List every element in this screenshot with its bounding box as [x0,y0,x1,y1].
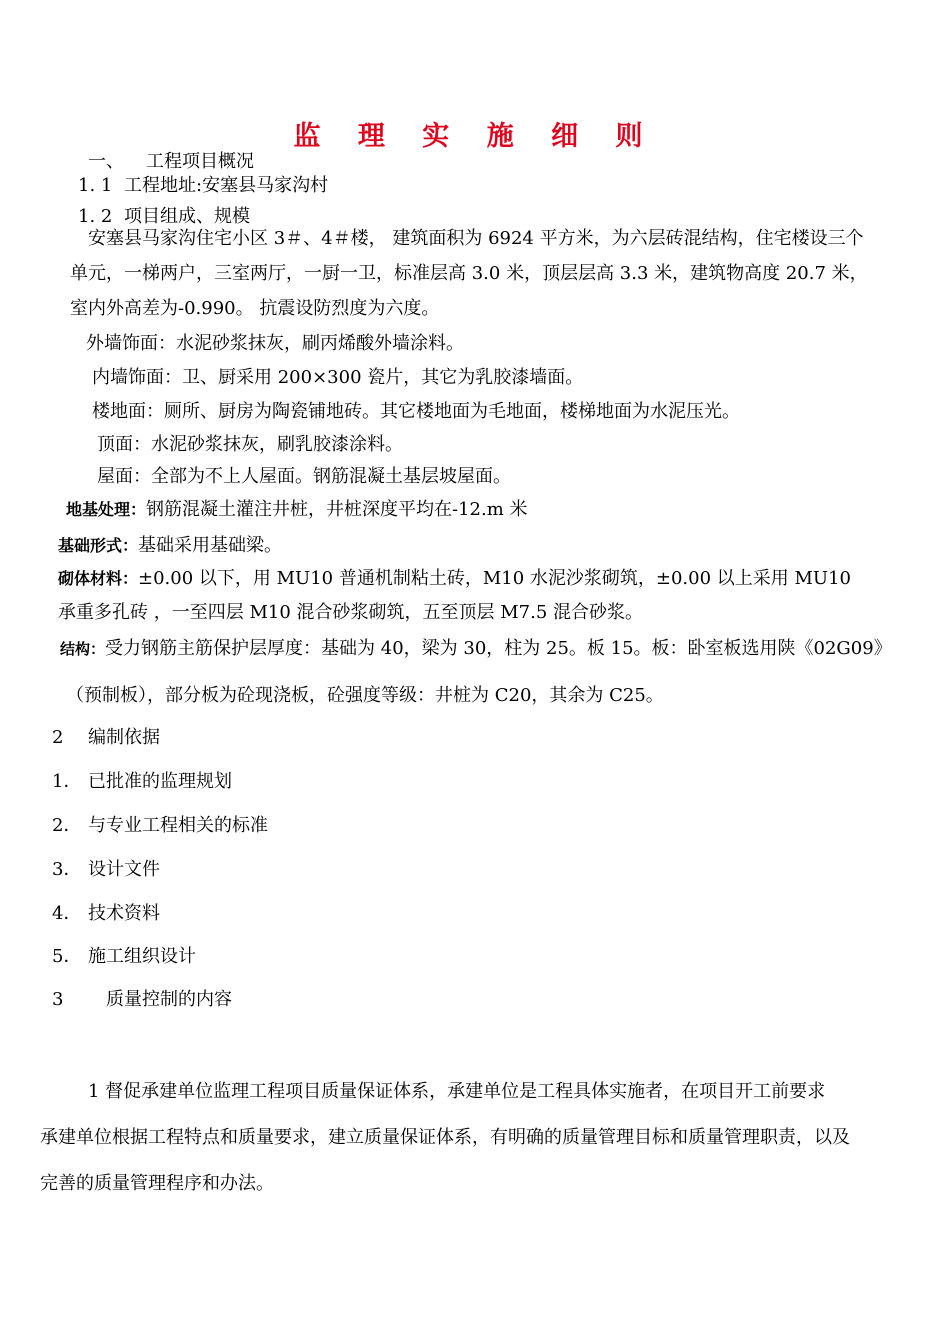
foundation-form-label: 基础形式： [58,536,139,555]
section-2-heading: 编制依据 [88,727,160,748]
quality-line-2: 承建单位根据工程特点和质量要求，建立质量保证体系，有明确的质量管理目标和质量管理职责，以及 [40,1127,850,1148]
basis-item-1-number: 1． [52,771,82,792]
basis-item-2-number: 2． [52,815,82,836]
structure-label: 结构： [60,640,106,658]
section-3-number: 3 [52,989,64,1010]
basis-item-2-text: 与专业工程相关的标准 [88,815,268,836]
basis-item-1-text: 已批准的监理规划 [88,771,232,792]
quality-line-1: 1 督促承建单位监理工程项目质量保证体系，承建单位是工程具体实施者，在项目开工前要求 [88,1081,826,1102]
foundation-treatment-label: 地基处理： [66,500,147,519]
basis-item-4-number: 4． [52,903,82,924]
finish-exterior-wall: 外墙饰面：水泥砂浆抹灰，刷丙烯酸外墙涂料。 [86,333,464,354]
item-1-1-number: 1. 1 [78,175,113,196]
overview-line-3: 室内外高差为-0.990。 抗震设防烈度为六度。 [70,298,440,319]
item-1-1-text: 工程地址:安塞县马家沟村 [124,175,329,196]
structure-text-1: 受力钢筋主筋保护层厚度：基础为 40，梁为 30，柱为 25。板 15。板：卧室板选用陕《02G09》 [105,638,892,659]
section-1-heading: 工程项目概况 [146,151,254,172]
section-1-number: 一、 [88,151,124,172]
masonry-text-1: ±0.00 以下，用 MU10 普通机制粘土砖，M10 水泥沙浆砌筑，±0.00 以上采用 MU10 [138,568,852,589]
item-1-2-text: 项目组成、规模 [124,206,250,227]
overview-line-2: 单元，一梯两户，三室两厅，一厨一卫，标准层高 3.0 米，顶层层高 3.3 米，建筑物高度 20.7 米， [70,263,868,284]
finish-interior-wall: 内墙饰面：卫、厨采用 200×300 瓷片，其它为乳胶漆墙面。 [92,367,584,388]
finish-roof: 屋面：全部为不上人屋面。钢筋混凝土基层坡屋面。 [97,466,511,487]
basis-item-3-number: 3． [52,859,82,880]
foundation-treatment-text: 钢筋混凝土灌注井桩，井桩深度平均在-12.m 米 [146,499,528,520]
foundation-form-text: 基础采用基础梁。 [138,535,283,556]
item-1-2-number: 1. 2 [78,206,113,227]
section-3-heading: 质量控制的内容 [106,989,232,1010]
document-title: 监 理 实 施 细 则 [293,121,657,152]
structure-text-2: （预制板），部分板为砼现浇板，砼强度等级：井桩为 C20，其余为 C25。 [66,685,664,706]
overview-line-1: 安塞县马家沟住宅小区 3＃、4＃楼， 建筑面积为 6924 平方米，为六层砖混结构，住宅楼设三个 [88,228,864,249]
basis-item-3-text: 设计文件 [88,859,160,880]
finish-floor: 楼地面：厕所、厨房为陶瓷铺地砖。其它楼地面为毛地面，楼梯地面为水泥压光。 [92,401,740,422]
masonry-label: 砌体材料： [58,569,139,588]
finish-ceiling: 顶面：水泥砂浆抹灰，刷乳胶漆涂料。 [97,434,403,455]
basis-item-4-text: 技术资料 [88,903,160,924]
section-2-number: 2 [52,727,64,748]
masonry-text-2: 承重多孔砖 ，一至四层 M10 混合砂浆砌筑，五至顶层 M7.5 混合砂浆。 [58,602,643,623]
quality-line-3: 完善的质量管理程序和办法。 [40,1173,274,1194]
basis-item-5-number: 5． [52,946,82,967]
basis-item-5-text: 施工组织设计 [88,946,196,967]
